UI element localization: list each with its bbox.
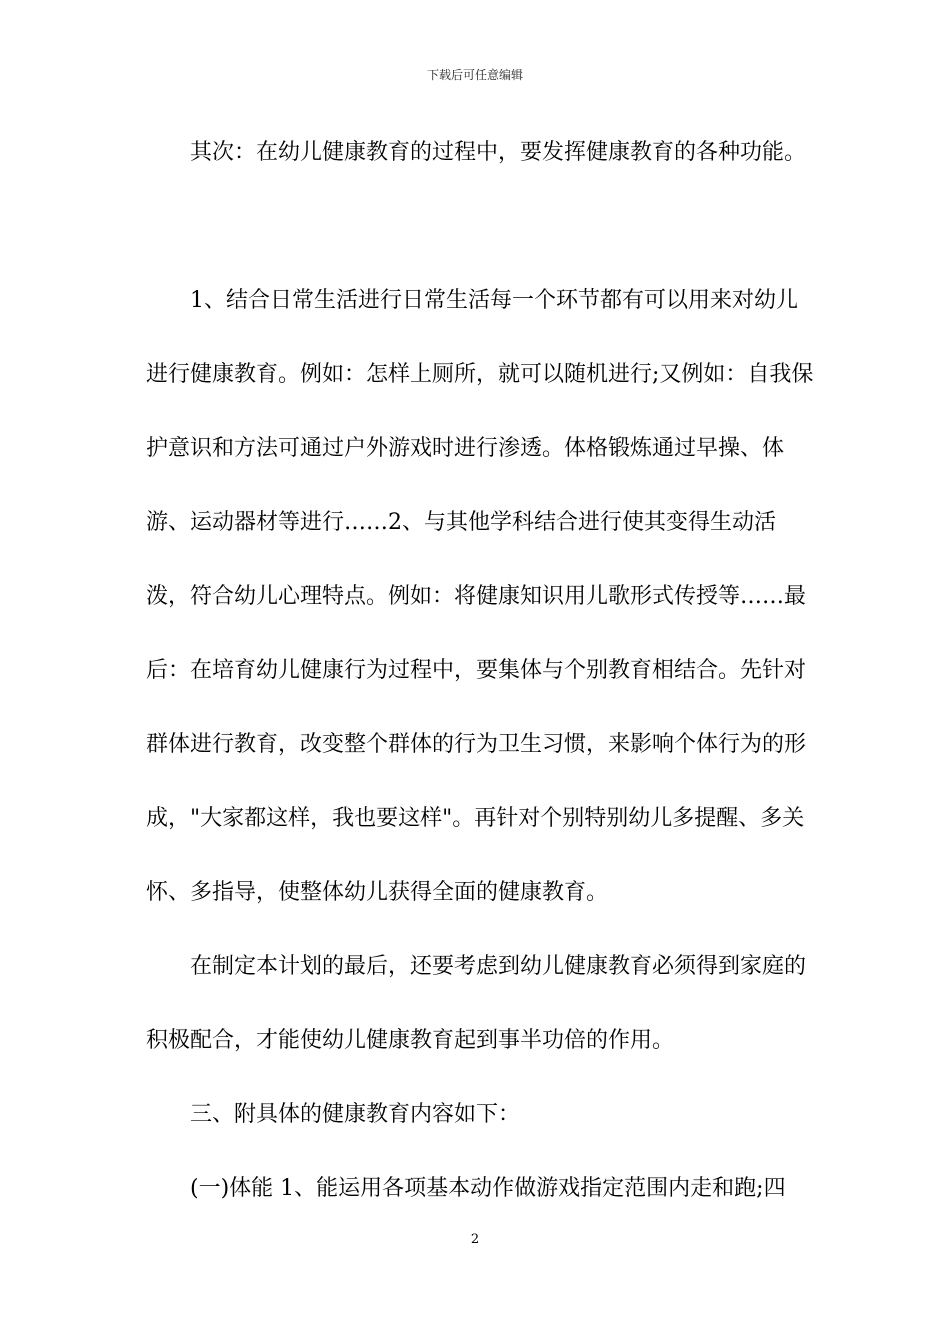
page-number: 2	[470, 1232, 480, 1247]
paragraph-family: 在制定本计划的最后，还要考虑到幼儿健康教育必须得到家庭的积极配合，才能使幼儿健康教育起到事半功倍的作用。	[146, 954, 807, 1053]
paragraph-section-heading: 三、附具体的健康教育内容如下：	[190, 1102, 521, 1127]
page-header-note: 下载后可任意编辑	[426, 68, 523, 82]
paragraph-intro: 其次：在幼儿健康教育的过程中，要发挥健康教育的各种功能。	[190, 140, 807, 165]
paragraph-methods: 1、结合日常生活进行日常生活每一个环节都有可以用来对幼儿进行健康教育。例如：怎样上厕所，就可以随机进行;又例如：自我保护意识和方法可通过户外游戏时进行渗透。体格锻炼通过早操、体游、运动器材等进行……2、与其他学科结合进行使其变得生动活泼，符合幼儿心理特点。例如：将健康知识用儿歌形式传授等……最后：在培育幼儿健康行为过程中，要集体与个别教育相结合。先针对群体进行教育，改变整个群体的行为卫生习惯，来影响个体行为的形成，"大家都这样，我也要这样"。再针对个别特别幼儿多提醒、多关怀、多指导，使整体幼儿获得全面的健康教育。	[146, 288, 814, 905]
paragraph-physical-ability: (一)体能 1、能运用各项基本动作做游戏指定范围内走和跑;四	[190, 1176, 786, 1201]
document-body	[146, 116, 816, 1226]
